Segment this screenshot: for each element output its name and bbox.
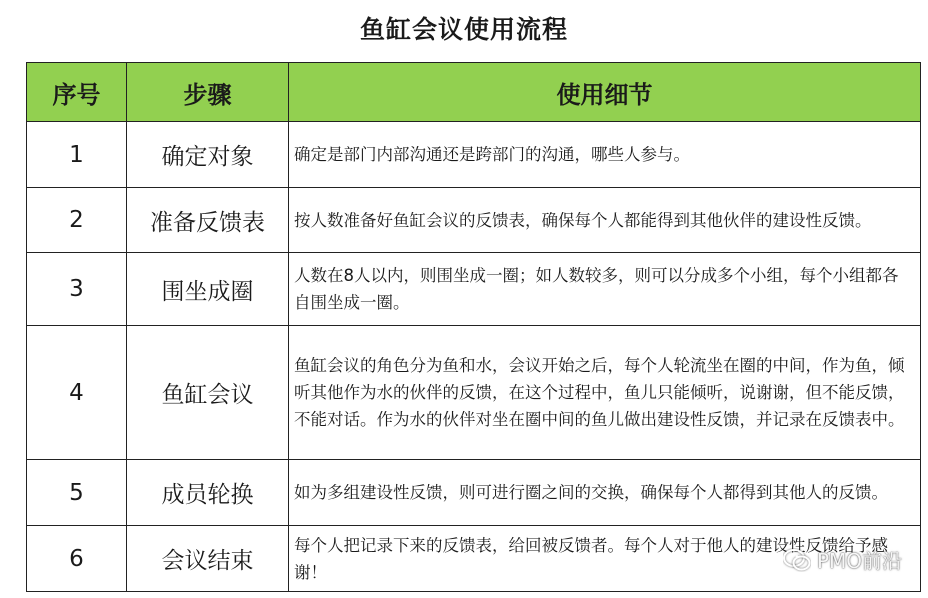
row-detail: 鱼缸会议的角色分为鱼和水，会议开始之后，每个人轮流坐在圈的中间，作为鱼，倾听其他作为水的伙伴的反馈，在这个过程中，鱼儿只能倾听，说谢谢，但不能反馈，不能对话。作为水的伙伴对坐在圈中间的鱼儿做出建设性反馈，并记录在反馈表中。 bbox=[289, 326, 921, 460]
header-no: 序号 bbox=[27, 63, 127, 122]
row-number: 6 bbox=[27, 526, 127, 592]
row-detail: 如为多组建设性反馈，则可进行圈之间的交换，确保每个人都得到其他人的反馈。 bbox=[289, 460, 921, 526]
table-row bbox=[27, 188, 921, 253]
table-header-row bbox=[27, 63, 921, 122]
page-title: 鱼缸会议使用流程 bbox=[359, 15, 568, 44]
table-row bbox=[27, 460, 921, 526]
table-row bbox=[27, 326, 921, 460]
table-row bbox=[27, 122, 921, 188]
row-step: 围坐成圈 bbox=[127, 253, 289, 326]
watermark-text: PMO前沿 bbox=[816, 549, 902, 573]
row-step: 准备反馈表 bbox=[127, 188, 289, 253]
process-table bbox=[26, 62, 921, 592]
row-number: 2 bbox=[27, 188, 127, 253]
wechat-icon bbox=[783, 548, 811, 572]
row-step: 确定对象 bbox=[127, 122, 289, 188]
header-step: 步骤 bbox=[127, 63, 289, 122]
row-number: 1 bbox=[27, 122, 127, 188]
row-detail: 人数在8人以内，则围坐成一圈；如人数较多，则可以分成多个小组，每个小组都各自围坐成一圈。 bbox=[289, 253, 921, 326]
row-number: 3 bbox=[27, 253, 127, 326]
row-number: 4 bbox=[27, 326, 127, 460]
row-step: 会议结束 bbox=[127, 526, 289, 592]
row-step: 成员轮换 bbox=[127, 460, 289, 526]
row-detail: 按人数准备好鱼缸会议的反馈表，确保每个人都能得到其他伙伴的建设性反馈。 bbox=[289, 188, 921, 253]
row-number: 5 bbox=[27, 460, 127, 526]
watermark bbox=[783, 545, 902, 574]
header-detail: 使用细节 bbox=[289, 63, 921, 122]
row-step: 鱼缸会议 bbox=[127, 326, 289, 460]
row-detail: 每个人把记录下来的反馈表，给回被反馈者。每个人对于他人的建设性反馈给予感谢！ bbox=[289, 526, 921, 592]
row-detail: 确定是部门内部沟通还是跨部门的沟通，哪些人参与。 bbox=[289, 122, 921, 188]
table-row bbox=[27, 253, 921, 326]
